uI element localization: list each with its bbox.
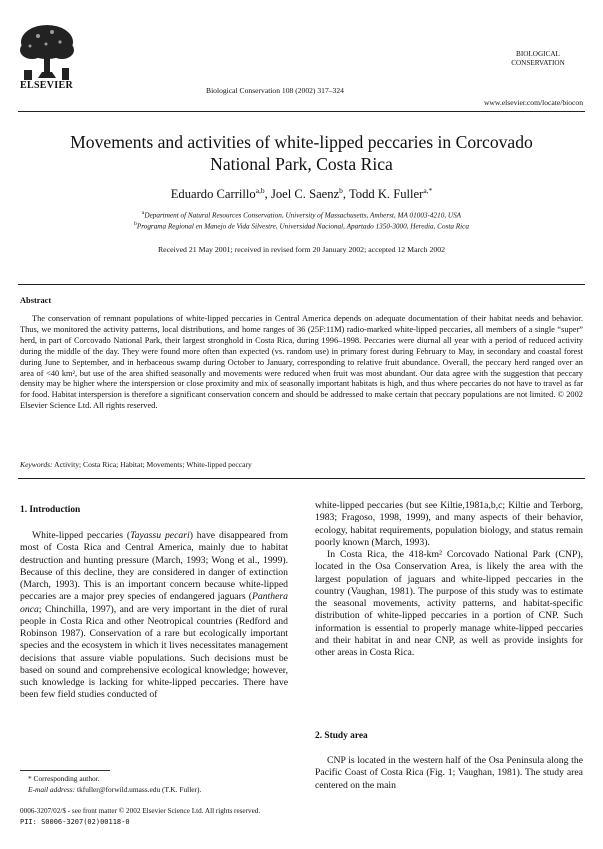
keywords-line <box>20 460 252 469</box>
journal-url-link[interactable]: www.elsevier.com/locate/biocon <box>483 98 583 107</box>
abstract-top-rule <box>18 284 585 285</box>
journal-brand <box>492 50 584 68</box>
keywords-list: Activity; Costa Rica; Habitat; Movements; White-lipped peccary <box>54 460 252 469</box>
introduction-paragraph: White-lipped peccaries (Tayassu pecari) have disappeared from most of Costa Rica and Central America, mainly due to habitat destruction and hunting pressure (March, 1993; Wong et al., 1999). Because of this decline, they are considered in danger of extinction (March, 1993). This is an important concern because white-lipped peccaries are a major prey species of endangered jaguars (Panthera onca; Chinchilla, 1997), and are very important in the diet of rural people in Costa Rica and other Neotropical countries (Redford and Robinson 1987). Conservation of a rare but ecologically important species and the ecosystem in which it lives necessitates management decisions that assure viable populations. Such decisions must be based on sound and comprehensive ecological knowledge; however, such knowledge is lacking for white-lipped peccaries. There have been few field studies conducted of <box>20 530 288 701</box>
abstract-bottom-rule <box>18 478 585 479</box>
abstract-text: The conservation of remnant populations of white-lipped peccaries in Central America depends on adequate documentation of their habitat needs and behavior. Thus, we monitored the activity patterns, local distributions, and home ranges of 36 (25F:11M) radio-marked white-lipped peccaries, all members of a single “super” herd, in part of Corcovado National Park, their largest stronghold in Costa Rica, during 1996–1998. Peccaries were diurnal all year with a period of reduced activity during the middle of the day. They were found more often than expected (vs. random use) in primary forest during February to May, in secondary and coastal forest during June to September, and in herbaceous swamp during October to January, corresponding to relative fruit abundance. Overall, the peccary herd ranged over an area of <40 km², but use of the area shifted seasonally and movements were reduced when fruit was most abundant. Our data agree with the suggestion that peccary density may be higher where the interspersion or close proximity and mix of seasonally important habitats is high, and thus where peccaries do not have to travel as far for food. Habitat interspersion is therefore a significant conservation concern and should be addressed to make certain that peccary populations are not limited. © 2002 Elsevier Science Ltd. All rights reserved. <box>20 314 583 411</box>
author-name: Todd K. Fuller <box>348 187 424 202</box>
section-heading-introduction: 1. Introduction <box>20 505 81 515</box>
article-title <box>30 131 573 175</box>
corresponding-author-note: * Corresponding author. <box>28 774 100 783</box>
pii-line: PII: S0006-3207(02)00118-0 <box>20 818 130 826</box>
received-dates: Received 21 May 2001; received in revised form 20 January 2002; accepted 12 March 2002 <box>157 245 446 254</box>
title-line-1: Movements and activities of white-lipped peccaries in Corcovado <box>70 132 533 152</box>
introduction-body <box>20 530 288 702</box>
author-affil-mark: a,* <box>423 186 433 195</box>
email-label: E-mail address: <box>28 785 76 794</box>
title-line-2: National Park, Costa Rica <box>210 154 393 174</box>
keywords-label: Keywords: <box>20 460 53 469</box>
body-paragraph: In Costa Rica, the 418-km² Corcovado National Park (CNP), located in the Osa Conservation Area, is likely the area with the largest population of jaguars and white-lipped peccaries in the country (Vaughan, 1981). The purpose of this study was to estimate the seasonal movements, activity patterns, and habitat-specific distribution of white-lipped peccaries in a portion of CNP. Such information is essential to properly manage white-lipped peccaries and their habitat in and near CNP, as well as provide insights for other areas in Costa Rica. <box>315 549 583 658</box>
elsevier-tree-logo <box>18 22 76 88</box>
author-affil-mark: a,b <box>255 186 265 195</box>
affiliation-mark: a <box>141 210 145 216</box>
abstract-heading: Abstract <box>20 296 52 305</box>
brand-line-2: CONSERVATION <box>511 59 565 67</box>
affiliation-text: Department of Natural Resources Conservation, University of Massachusetts, Amherst, MA 01003-4210, USA <box>144 211 462 220</box>
right-column-body <box>315 500 583 659</box>
study-area-paragraph: CNP is located in the western half of the Osa Peninsula along the Pacific Coast of Costa Rica (Fig. 1; Vaughan, 1981). The study area centered on the main <box>315 755 583 791</box>
header-rule <box>18 111 585 112</box>
author-name: Eduardo Carrillo <box>170 187 256 202</box>
issn-line: 0006-3207/02/$ - see front matter © 2002 Elsevier Science Ltd. All rights reserved. <box>20 807 261 815</box>
study-area-body <box>315 755 583 792</box>
affiliation <box>30 221 573 230</box>
section-heading-study-area: 2. Study area <box>315 731 368 741</box>
brand-line-1: BIOLOGICAL <box>516 50 560 58</box>
author-name: Joel C. Saenz <box>270 187 340 202</box>
email-note <box>28 785 201 794</box>
affiliation <box>30 210 573 219</box>
author-affil-mark: b <box>339 186 343 195</box>
email-address-link[interactable]: tkfuller@forwild.umass.edu (T.K. Fuller). <box>77 785 202 794</box>
footnote-rule <box>20 770 110 771</box>
publisher-name: ELSEVIER <box>20 80 73 91</box>
journal-citation: Biological Conservation 108 (2002) 317–324 <box>206 86 344 95</box>
affiliation-mark: b <box>134 221 137 227</box>
affiliation-text: Programa Regional en Manejo de Vida Silvestre, Universidad Nacional, Apartado 1350-3000, Heredia, Costa Rica <box>136 222 469 231</box>
body-paragraph: white-lipped peccaries (but see Kiltie,1981a,b,c; Kiltie and Terborg, 1983; Fragoso, 1998, 1999), and many aspects of their behavior, ecology, habitat requirements, population biology, and status remain poorly known (March, 1993). <box>315 500 583 548</box>
author-list: Eduardo Carrillo$^{a,b}$, Joel C. Saenz$^b$, Todd K. Fuller$^{a,*}$ <box>170 186 433 202</box>
